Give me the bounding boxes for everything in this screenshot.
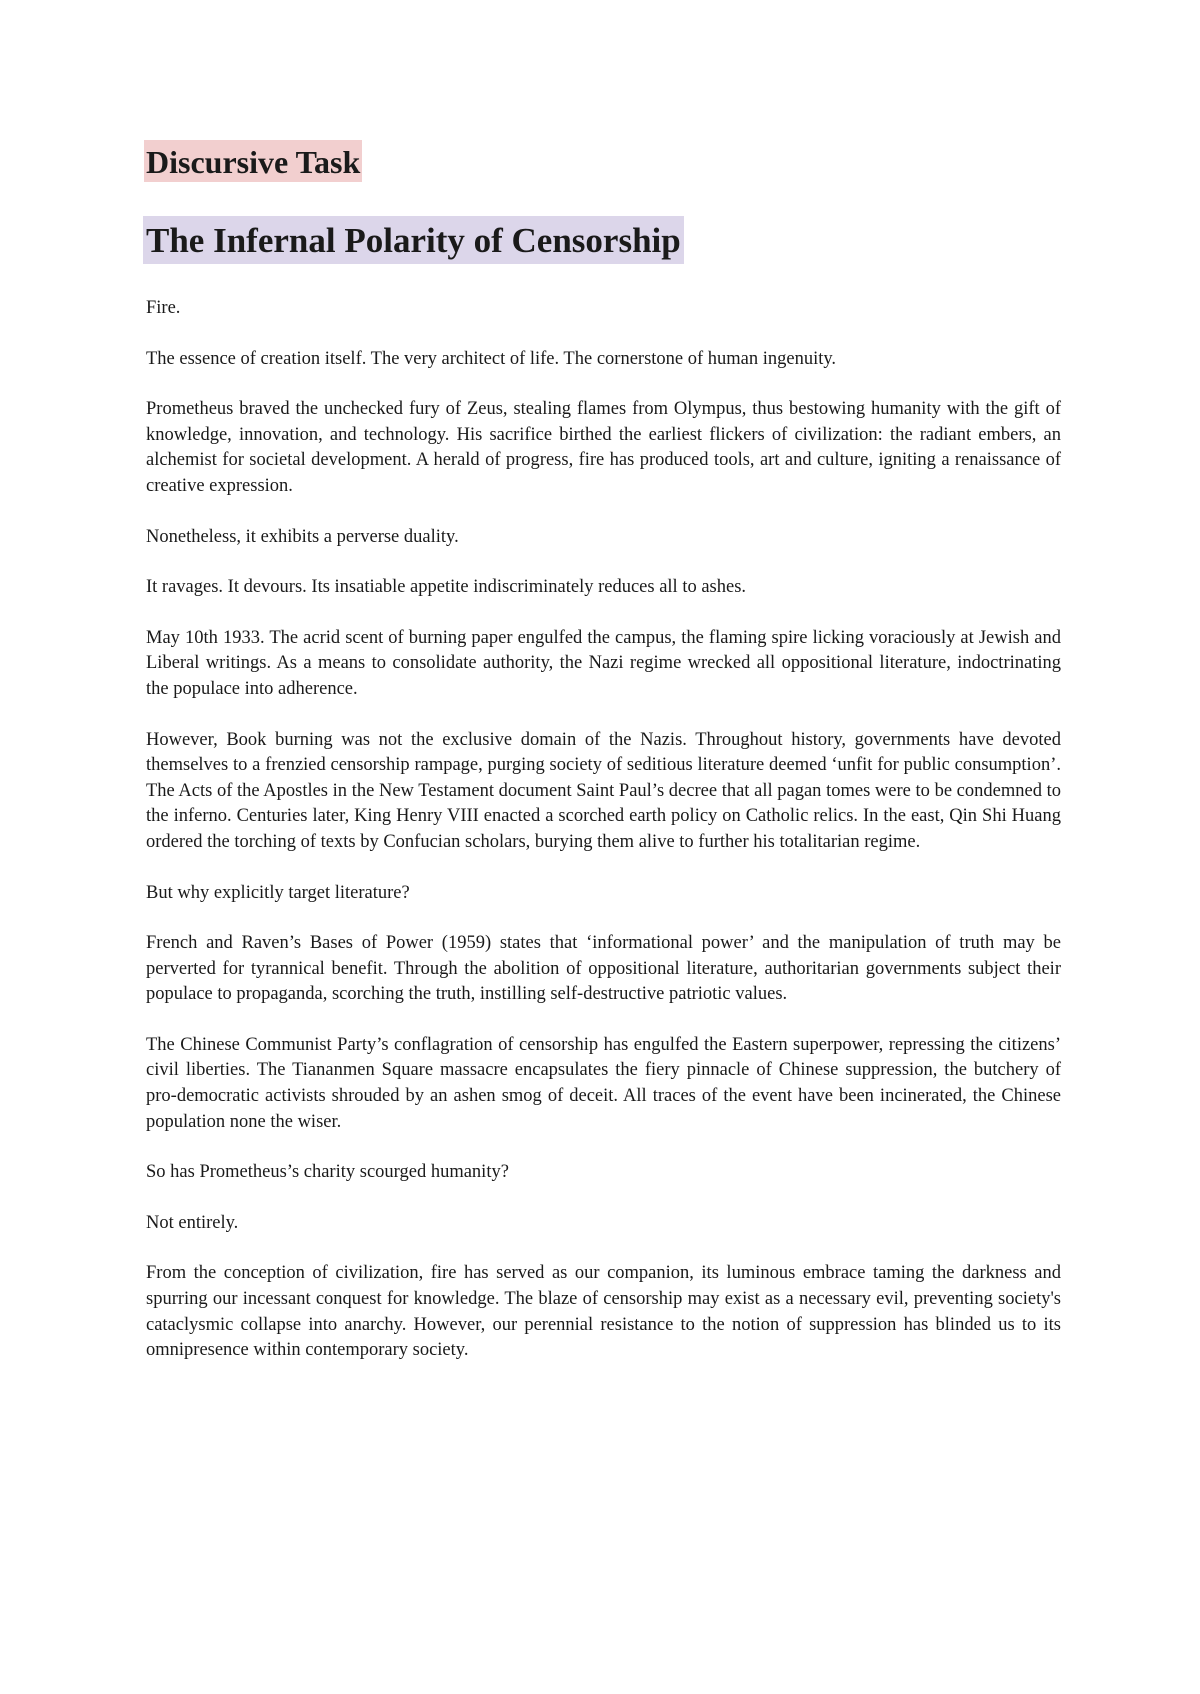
paragraph: Fire. xyxy=(146,298,181,318)
paragraph: French and Raven’s Bases of Power (1959) states that ‘informational power’ and the manipulation of truth may be perverted for tyrannical benefit. Through the abolition of oppositional literature, authoritarian governments subject their populace to propaganda, scorching the truth, instilling self-destructive patriotic values. xyxy=(146,933,1061,1005)
document-page xyxy=(146,140,1061,1389)
paragraph: May 10th 1933. The acrid scent of burning paper engulfed the campus, the flaming spire licking voraciously at Jewish and Liberal writings. As a means to consolidate authority, the Nazi regime wrecked all oppositional literature, indoctrinating the populace into adherence. xyxy=(146,627,1061,699)
paragraph: Not entirely. xyxy=(146,1212,239,1233)
task-heading: Discursive Task xyxy=(144,140,362,182)
paragraph: However, Book burning was not the exclusive domain of the Nazis. Throughout history, governments have devoted themselves to a frenzied censorship rampage, purging society of seditious literature deemed ‘unfit for public consumption’. The Acts of the Apostles in the New Testament document Saint Paul’s decree that all pagan tomes were to be condemned to the inferno. Centuries later, King Henry VIII enacted a scorched earth policy on Catholic relics. In the east, Qin Shi Huang ordered the torching of texts by Confucian scholars, burying them alive to further his totalitarian regime. xyxy=(146,729,1061,852)
paragraph: The essence of creation itself. The very architect of life. The cornerstone of human ingenuity. xyxy=(146,348,837,369)
paragraph: But why explicitly target literature? xyxy=(146,882,410,903)
paragraph: Prometheus braved the unchecked fury of Zeus, stealing flames from Olympus, thus bestowing humanity with the gift of knowledge, innovation, and technology. His sacrifice birthed the earliest flickers of civilization: the radiant embers, an alchemist for societal development. A herald of progress, fire has produced tools, art and culture, igniting a renaissance of creative expression. xyxy=(146,399,1061,496)
paragraph: Nonetheless, it exhibits a perverse duality. xyxy=(146,526,459,547)
title-row xyxy=(146,216,1061,296)
task-heading-row xyxy=(146,140,1061,216)
paragraph: So has Prometheus’s charity scourged humanity? xyxy=(146,1162,509,1183)
paragraph: It ravages. It devours. Its insatiable appetite indiscriminately reduces all to ashes. xyxy=(146,577,747,598)
document-title: The Infernal Polarity of Censorship xyxy=(143,216,684,264)
paragraph: From the conception of civilization, fire has served as our companion, its luminous embrace taming the darkness and spurring our incessant conquest for knowledge. The blaze of censorship may exist as a necessary evil, preventing society's cataclysmic collapse into anarchy. However, our perennial resistance to the notion of suppression has blinded us to its omnipresence within contemporary society. xyxy=(146,1263,1061,1361)
paragraph: The Chinese Communist Party’s conflagration of censorship has engulfed the Eastern superpower, repressing the citizens’ civil liberties. The Tiananmen Square massacre encapsulates the fiery pinnacle of Chinese suppression, the butchery of pro-democratic activists shrouded by an ashen smog of deceit. All traces of the event have been incinerated, the Chinese population none the wiser. xyxy=(146,1034,1061,1132)
